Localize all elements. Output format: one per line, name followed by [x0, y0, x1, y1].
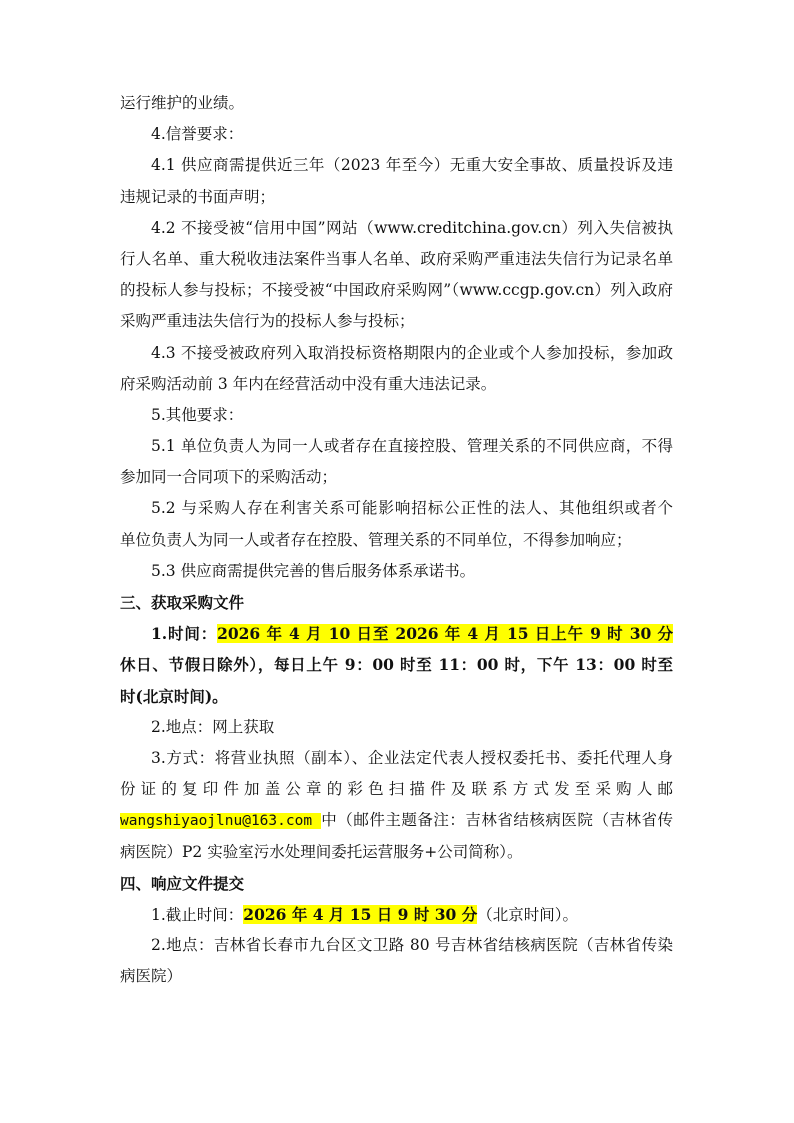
- text-segment: 2.地点：吉林省长春市九台区文卫路 80 号吉林省结核病医院（吉林省传染: [151, 936, 673, 955]
- text-segment: 5.其他要求：: [151, 405, 244, 424]
- text-line: [120, 88, 673, 119]
- text-segment: 3.方式：将营业执照（副本）、企业法定代表人授权委托书、委托代理人身: [151, 748, 673, 767]
- text-segment: 病医院）: [120, 967, 183, 986]
- text-segment: 份 证 的 复 印 件 加 盖 公 章 的 彩 色 扫 描 件 及 联 系 方 式 发 至 采 购 人 邮: [120, 780, 673, 799]
- text-segment: 1.时间：: [151, 624, 218, 644]
- text-line: [120, 400, 673, 431]
- text-line: [120, 119, 673, 150]
- text-line: [120, 805, 673, 836]
- text-line: [120, 743, 673, 774]
- text-segment: 5.2 与采购人存在利害关系可能影响招标公正性的法人、其他组织或者个: [151, 499, 673, 518]
- text-line: [120, 213, 673, 244]
- section-heading: [120, 587, 673, 618]
- text-line: [120, 369, 673, 400]
- text-line: [120, 244, 673, 275]
- text-line: [120, 306, 673, 337]
- text-segment: 府采购活动前 3 年内在经营活动中没有重大违法记录。: [120, 374, 497, 393]
- text-segment: 4.1 供应商需提供近三年（2023 年至今）无重大安全事故、质量投诉及违: [151, 156, 673, 175]
- text-segment: 的投标人参与投标；不接受被“中国政府采购网”（www.ccgp.gov.cn）列入政府: [120, 281, 673, 300]
- text-segment: 4.信誉要求：: [151, 125, 244, 144]
- text-segment: 违规记录的书面声明；: [120, 187, 276, 206]
- text-line: [120, 930, 673, 961]
- text-segment: 1.截止时间：: [151, 905, 244, 924]
- text-segment: （北京时间）。: [477, 905, 578, 924]
- text-segment: 三、获取采购文件: [120, 593, 245, 612]
- text-line: [120, 837, 673, 868]
- text-segment: 5.3 供应商需提供完善的售后服务体系承诺书。: [151, 561, 476, 580]
- text-line: [120, 774, 673, 805]
- text-segment: 时(北京时间)。: [120, 686, 228, 706]
- text-line: [120, 150, 673, 181]
- highlighted-text: 2026 年 4 月 15 日 9 时 30 分: [243, 904, 478, 924]
- text-segment: 行人名单、重大税收违法案件当事人名单、政府采购严重违法失信行为记录名单: [120, 249, 673, 268]
- text-line: [120, 649, 673, 680]
- text-line: [120, 681, 673, 712]
- text-segment: 四、响应文件提交: [120, 873, 245, 893]
- text-line: [120, 275, 673, 306]
- email-address: wangshiyaojlnu@163.com: [120, 813, 322, 830]
- text-segment: 参加同一合同项下的采购活动；: [120, 468, 338, 487]
- text-segment: 5.1 单位负责人为同一人或者存在直接控股、管理关系的不同供应商，不得: [151, 437, 673, 456]
- text-line: [120, 961, 673, 992]
- section-heading: [120, 868, 673, 899]
- document-page: [120, 88, 673, 992]
- text-segment: 单位负责人为同一人或者存在控股、管理关系的不同单位，不得参加响应；: [120, 530, 632, 549]
- text-line: [120, 182, 673, 213]
- text-line: [120, 712, 673, 743]
- text-segment: 4.2 不接受被“信用中国”网站（www.creditchina.gov.cn）列入失信被执: [151, 218, 673, 237]
- text-line: [120, 525, 673, 556]
- text-segment: 中（邮件主题备注：吉林省结核病医院（吉林省传: [321, 811, 673, 830]
- text-segment: 4.3 不接受被政府列入取消投标资格期限内的企业或个人参加投标，参加政: [151, 343, 673, 362]
- text-line: [120, 618, 673, 649]
- text-line: [120, 493, 673, 524]
- text-segment: 运行维护的业绩。: [120, 94, 245, 112]
- text-line: [120, 338, 673, 369]
- text-line: [120, 431, 673, 462]
- text-segment: 采购严重违法失信行为的投标人参与投标；: [120, 312, 415, 331]
- text-line: [120, 462, 673, 493]
- highlighted-text: 2026 年 4 月 10 日至 2026 年 4 月 15 日上午 9 时 30 分: [217, 624, 673, 644]
- text-segment: 休日、节假日除外），每日上午 9：00 时至 11：00 时，下午 13：00 时至: [120, 655, 673, 675]
- text-line: [120, 556, 673, 587]
- text-segment: 病医院）P2 实验室污水处理间委托运营服务+公司简称）。: [120, 842, 523, 861]
- text-line: [120, 899, 673, 930]
- text-segment: 2.地点：网上获取: [151, 717, 275, 736]
